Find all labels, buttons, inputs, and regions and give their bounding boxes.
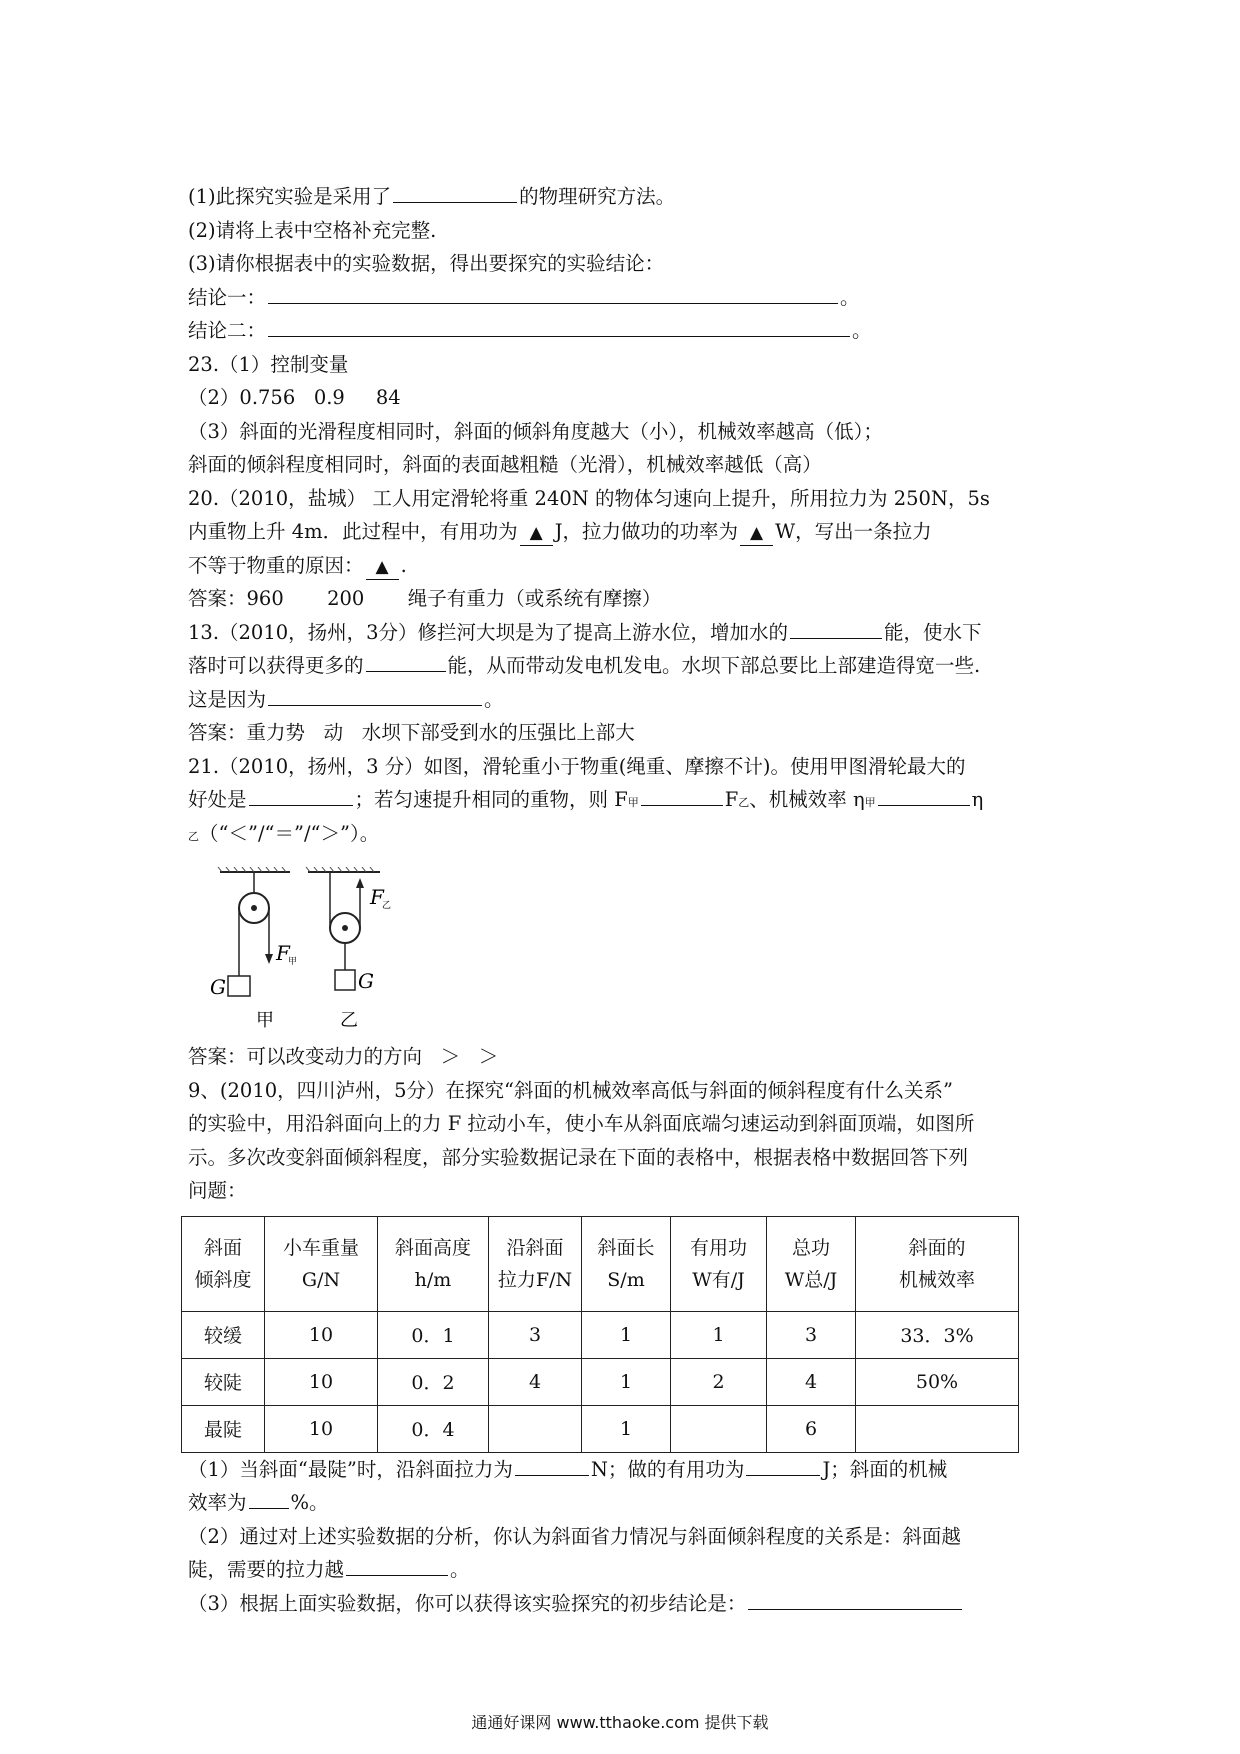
table-cell[interactable]	[489, 1405, 582, 1452]
table-cell: 较缓	[182, 1311, 265, 1358]
q20-line-3: 不等于物重的原因： ▲ .	[188, 549, 1068, 583]
table-cell: 2	[671, 1358, 767, 1405]
table-header: 沿斜面 拉力F/N	[489, 1216, 582, 1311]
table-cell[interactable]	[671, 1405, 767, 1452]
q-prev-line-3: (3)请你根据表中的实验数据，得出要探究的实验结论：	[188, 252, 665, 275]
answer-blank[interactable]	[366, 649, 446, 672]
table-header: 斜面长 S/m	[582, 1216, 671, 1311]
answer-blank[interactable]	[746, 1453, 820, 1476]
q-prev-line-1: (1)此探究实验是采用了 的物理研究方法。	[188, 180, 1068, 214]
answer-blank[interactable]	[249, 1486, 289, 1509]
q9-line-2: 的实验中，用沿斜面向上的力 F 拉动小车，使小车从斜面底端匀速运动到斜面顶端，如图所	[188, 1112, 975, 1135]
q20-answer: 答案：960 200 绳子有重力（或系统有摩擦）	[188, 587, 662, 610]
q21-line-2: 好处是 ；若匀速提升相同的重物，则 F甲 F乙、机械效率 η甲 η	[188, 783, 1068, 817]
answer-23-line-1: 23.（1）控制变量	[188, 352, 349, 376]
table-cell: 4	[489, 1358, 582, 1405]
table-row	[182, 1358, 1019, 1405]
caption-yi: 乙	[340, 1010, 358, 1031]
answer-blank[interactable]	[878, 783, 970, 806]
q9-line-4: 问题：	[188, 1179, 247, 1202]
q21-line-3: 乙（“＜”/“＝”/“＞”）。	[188, 821, 380, 845]
table-header: 斜面的 机械效率	[856, 1216, 1019, 1311]
q9-line-3: 示。多次改变斜面倾斜程度，部分实验数据记录在下面的表格中，根据表格中数据回答下列	[188, 1145, 969, 1169]
answer-23-line-3: （3）斜面的光滑程度相同时，斜面的倾斜角度越大（小），机械效率越高（低）；	[188, 419, 883, 443]
weight-label-g: G	[210, 975, 226, 999]
table-cell: 1	[582, 1358, 671, 1405]
q21-answer: 答案：可以改变动力的方向 ＞ ＞	[188, 1045, 499, 1068]
document-page	[188, 180, 1068, 1620]
force-label-f-jia: F	[276, 941, 290, 965]
table-cell: 最陡	[182, 1405, 265, 1452]
table-cell: 10	[265, 1311, 378, 1358]
q9-part-3: （3）根据上面实验数据，你可以获得该实验探究的初步结论是：	[188, 1587, 1068, 1621]
table-header: 斜面 倾斜度	[182, 1216, 265, 1311]
answer-blank[interactable]	[268, 683, 482, 706]
force-subscript-jia: 甲	[288, 957, 298, 967]
q13-line-3: 这是因为 。	[188, 683, 1068, 717]
q9-part-2-line-1: （2）通过对上述实验数据的分析，你认为斜面省力情况与斜面倾斜程度的关系是：斜面越	[188, 1524, 961, 1548]
page-footer: 通通好课网 www.tthaoke.com 提供下载	[471, 1713, 769, 1732]
q13-answer: 答案：重力势 动 水坝下部受到水的压强比上部大	[188, 721, 635, 744]
table-cell: 6	[767, 1405, 856, 1452]
answer-23-line-2: （2）0.756 0.9 84	[188, 386, 401, 409]
q9-line-1: 9、(2010，四川泸州，5分）在探究“斜面的机械效率高低与斜面的倾斜程度有什么关系”	[188, 1078, 953, 1102]
answer-blank[interactable]	[748, 1587, 962, 1610]
table-header: 斜面高度 h/m	[378, 1216, 489, 1311]
answer-blank[interactable]: ▲	[366, 555, 399, 580]
table-cell: 0．4	[378, 1405, 489, 1452]
table-row	[182, 1405, 1019, 1452]
table-cell: 10	[265, 1405, 378, 1452]
weight-label-g-right: G	[358, 969, 374, 993]
table-cell: 较陡	[182, 1358, 265, 1405]
pulley-diagram	[190, 864, 420, 1034]
answer-blank[interactable]	[790, 616, 882, 639]
q9-part-2-line-2: 陡，需要的拉力越 。	[188, 1553, 1068, 1587]
answer-blank[interactable]: ▲	[520, 521, 553, 546]
conclusion-1: 结论一： 。	[188, 281, 1068, 315]
table-cell: 1	[582, 1311, 671, 1358]
answer-blank[interactable]	[268, 281, 838, 304]
table-cell: 1	[582, 1405, 671, 1452]
table-header: 有用功 W有/J	[671, 1216, 767, 1311]
force-subscript-yi: 乙	[382, 901, 392, 911]
table-cell: 3	[767, 1311, 856, 1358]
answer-23-line-4: 斜面的倾斜程度相同时，斜面的表面越粗糙（光滑），机械效率越低（高）	[188, 453, 822, 476]
force-label-f-yi: F	[370, 885, 384, 909]
q13-line-2: 落时可以获得更多的 能，从而带动发电机发电。水坝下部总要比上部建造得宽一些.	[188, 649, 1068, 683]
table-header-row	[182, 1216, 1019, 1311]
answer-blank[interactable]	[346, 1553, 448, 1576]
table-header: 小车重量 G/N	[265, 1216, 378, 1311]
conclusion-2: 结论二： 。	[188, 314, 1068, 348]
q21-line-1: 21.（2010，扬州，3 分）如图，滑轮重小于物重(绳重、摩擦不计)。使用甲图滑轮最大的	[188, 754, 966, 778]
answer-blank[interactable]	[268, 314, 850, 337]
q13-line-1: 13.（2010，扬州，3分）修拦河大坝是为了提高上游水位，增加水的 能，使水下	[188, 616, 1068, 650]
q-prev-line-2: (2)请将上表中空格补充完整.	[188, 218, 437, 242]
q9-part-1-line-2: 效率为 %。	[188, 1486, 1068, 1520]
table-cell: 10	[265, 1358, 378, 1405]
answer-blank[interactable]	[249, 783, 353, 806]
table-cell: 4	[767, 1358, 856, 1405]
table-cell: 50%	[856, 1358, 1019, 1405]
answer-blank[interactable]	[515, 1453, 589, 1476]
caption-jia: 甲	[256, 1010, 274, 1031]
incline-data-table	[181, 1216, 1019, 1453]
table-cell: 0．2	[378, 1358, 489, 1405]
table-cell: 1	[671, 1311, 767, 1358]
table-row	[182, 1311, 1019, 1358]
answer-blank[interactable]: ▲	[740, 521, 773, 546]
pulley-figure	[190, 864, 1068, 1034]
answer-blank[interactable]	[393, 180, 517, 203]
table-cell[interactable]	[856, 1405, 1019, 1452]
q20-line-2: 内重物上升 4m．此过程中，有用功为 ▲ J，拉力做功的功率为 ▲ W，写出一条拉力	[188, 515, 1068, 549]
table-cell: 33．3%	[856, 1311, 1019, 1358]
table-cell: 0．1	[378, 1311, 489, 1358]
answer-blank[interactable]	[641, 783, 723, 806]
table-header: 总功 W总/J	[767, 1216, 856, 1311]
q20-line-1: 20.（2010，盐城） 工人用定滑轮将重 240N 的物体匀速向上提升，所用拉力为 250N，5s	[188, 486, 990, 510]
q9-part-1-line-1: （1）当斜面“最陡”时，沿斜面拉力为 N；做的有用功为 J；斜面的机械	[188, 1453, 1068, 1487]
table-cell: 3	[489, 1311, 582, 1358]
